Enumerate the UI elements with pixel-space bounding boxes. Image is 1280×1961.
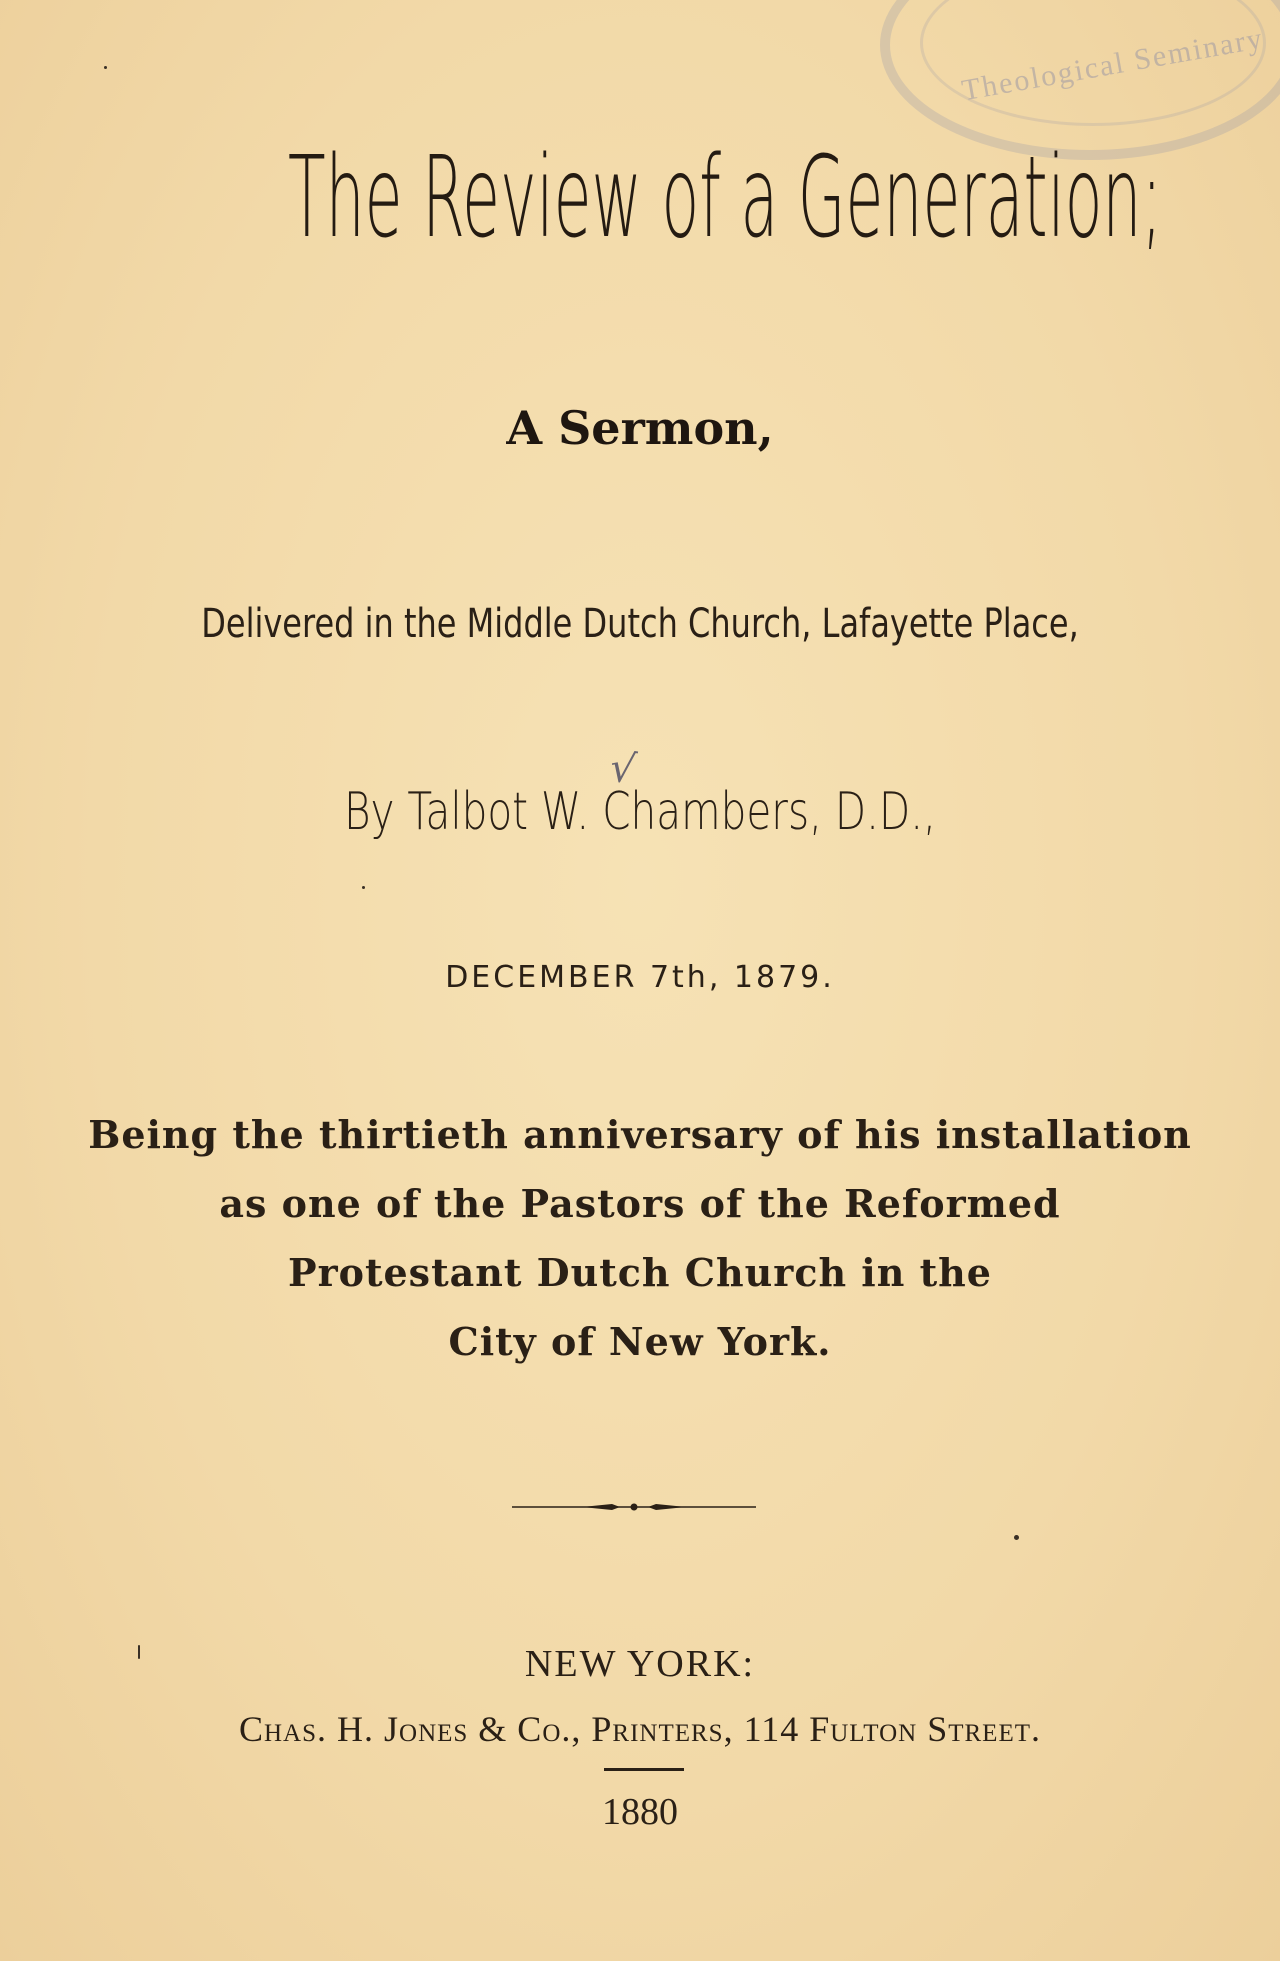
paper-speck <box>104 66 107 69</box>
dedication-line: Being the thirtieth anniversary of his installation <box>88 1112 1192 1157</box>
dedication-text <box>0 1100 1280 1376</box>
paper-speck <box>1014 1535 1019 1540</box>
dedication-line: Protestant Dutch Church in the <box>288 1250 992 1295</box>
imprint-printer: Chas. H. Jones & Co., Printers, 114 Fulton Street. <box>238 1709 1041 1749</box>
pencil-check-mark: √ <box>606 744 639 794</box>
author-byline: By Talbot W. Chambers, D.D., <box>343 782 937 842</box>
book-subtitle: A Sermon, <box>506 401 774 455</box>
imprint-year: 1880 <box>602 1791 678 1833</box>
paper-speck <box>138 1645 140 1659</box>
imprint-rule <box>604 1768 684 1771</box>
dedication-line: as one of the Pastors of the Reformed <box>219 1181 1061 1226</box>
paper-speck <box>362 886 365 889</box>
printers-ornament-icon <box>512 1495 756 1519</box>
sermon-date: DECEMBER 7th, 1879. <box>445 960 835 995</box>
stamp-text: Theological Seminary <box>959 21 1267 108</box>
book-title: The Review of a Generation; <box>288 133 1163 263</box>
dedication-line: City of New York. <box>448 1319 832 1364</box>
delivery-location: Delivered in the Middle Dutch Church, Lafayette Place, <box>201 601 1079 647</box>
imprint-place: NEW YORK: <box>524 1643 756 1685</box>
